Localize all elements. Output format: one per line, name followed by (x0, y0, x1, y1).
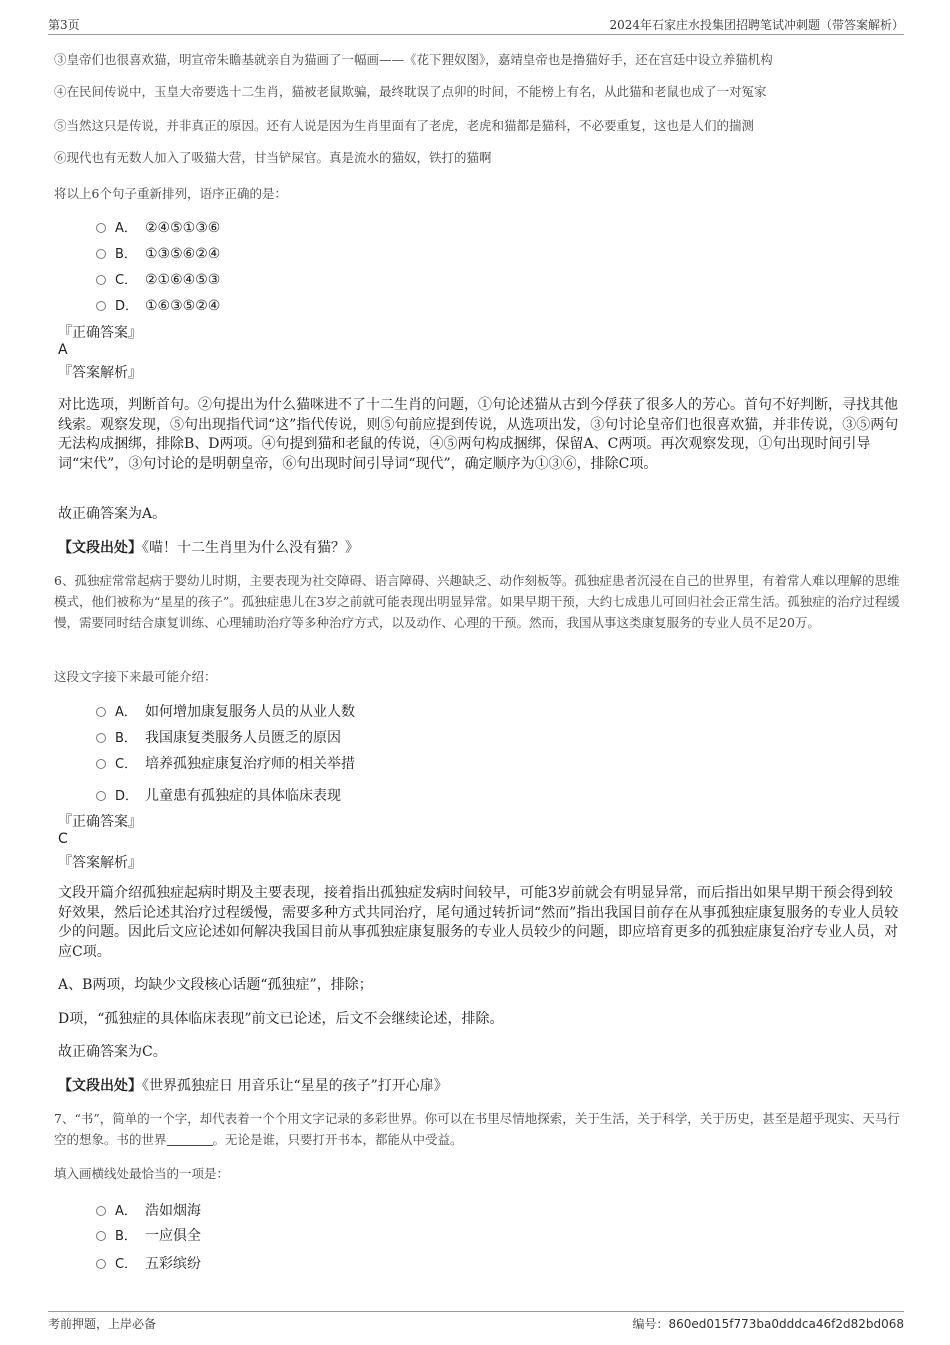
question-prompt: 将以上6个句子重新排列，语序正确的是： (54, 186, 287, 201)
radio-icon[interactable] (96, 1231, 106, 1241)
radio-icon[interactable] (96, 707, 106, 717)
sentence-3: ③皇帝们也很喜欢猫，明宣帝朱瞻基就亲自为猫画了一幅画——《花下狸奴图》，嘉靖皇帝也是撸猫好手，还在宫廷中设立养猫机构 (54, 52, 773, 67)
q7-question-prompt: 填入画横线处最恰当的一项是： (54, 1166, 230, 1181)
radio-icon[interactable] (96, 301, 106, 311)
radio-icon[interactable] (96, 733, 106, 743)
radio-icon[interactable] (96, 759, 106, 769)
radio-icon[interactable] (96, 249, 106, 259)
document-id: 编号：860ed015f773ba0dddca46f2d82bd068 (632, 1317, 904, 1331)
q7-stem: 7、“书”，简单的一个字，却代表着一个个用文字记录的多彩世界。你可以在书里尽情地探索，关于生活，关于科学，关于历史，甚至是超乎现实、天马行空的想象。书的世界 。无论是谁，只要打开书本，都能从中受益。 (54, 1111, 900, 1147)
q7-option-b[interactable]: B． 一应俱全 (96, 1225, 201, 1245)
q6-extra-d: D项，“孤独症的具体临床表现”前文已论述，后文不会继续论述，排除。 (58, 1011, 504, 1027)
q6-correct-answer: C (58, 831, 68, 847)
radio-icon[interactable] (96, 791, 106, 801)
q7-option-c[interactable]: C． 五彩缤纷 (96, 1253, 201, 1273)
fill-blank (167, 1133, 213, 1146)
sentence-5: ⑤当然这只是传说，并非真正的原因。还有人说是因为生肖里面有了老虎，老虎和猫都是猫科，不必要重复，这也是人们的揣测 (54, 118, 755, 133)
conclusion: 故正确答案为A。 (58, 506, 167, 522)
source: 【文段出处】《喵！十二生肖里为什么没有猫？》 (58, 540, 359, 556)
page-footer (48, 1311, 904, 1331)
analysis-label: 『答案解析』 (58, 365, 142, 381)
analysis-text: 对比选项，判断首句。②句提出为什么猫咪进不了十二生肖的问题，①句论述猫从古到今俘获了很多人的芳心。首句不好判断，寻找其他线索。观察发现，⑤句出现指代词“这”指代传说，则⑤句前应提到传说，从选项出发，③句讨论皇帝们也很喜欢猫，并非传说，③⑤两句无法构成捆绑，排除B、D两项。④句提到猫和老鼠的传说，④⑤两句构成捆绑，保留A、C两项。再次观察发现，①句出现时间引导词“宋代”，③句讨论的是明朝皇帝，⑥句出现时间引导词“现代”，确定顺序为①③⑥，排除C项。 (58, 397, 899, 472)
radio-icon[interactable] (96, 275, 106, 285)
q6-analysis-text: 文段开篇介绍孤独症起病时期及主要表现，接着指出孤独症发病时间较早，可能3岁前就会有明显异常，而后指出如果早期干预会得到较好效果，然后论述其治疗过程缓慢，需要多种方式共同治疗，尾句通过转折词“然而”指出我国目前存在从事孤独症康复服务的专业人员较少的问题。因此后文应论述如何解决我国目前从事孤独症康复服务的专业人员较少的问题，即应培育更多的孤独症康复治疗专业人员，对应C项。 (58, 885, 899, 960)
q6-answer-label: 『正确答案』 (58, 814, 142, 830)
q5-option-a[interactable]: A． ②④⑤①③⑥ (96, 217, 220, 236)
q6-question-prompt: 这段文字接下来最可能介绍： (54, 669, 217, 684)
q6-conclusion: 故正确答案为C。 (58, 1044, 167, 1060)
correct-answer: A (58, 342, 68, 358)
q6-option-c[interactable]: C． 培养孤独症康复治疗师的相关举措 (96, 753, 355, 773)
q5-option-b[interactable]: B． ①③⑤⑥②④ (96, 243, 220, 262)
radio-icon[interactable] (96, 1206, 106, 1216)
q7-option-a[interactable]: A． 浩如烟海 (96, 1200, 201, 1220)
q6-analysis-label: 『答案解析』 (58, 855, 142, 871)
radio-icon[interactable] (96, 223, 106, 233)
sentence-6: ⑥现代也有无数人加入了吸猫大营，甘当铲屎官。真是流水的猫奴，铁打的猫啊 (54, 150, 492, 165)
answer-label: 『正确答案』 (58, 325, 142, 341)
q6-extra-a-b: A、B两项，均缺少文段核心话题“孤独症”，排除； (58, 977, 373, 993)
q6-source: 【文段出处】《世界孤独症日 用音乐让“星星的孩子”打开心扉》 (58, 1078, 448, 1094)
q6-option-d[interactable]: D． 儿童患有孤独症的具体临床表现 (96, 785, 341, 805)
footer-slogan: 考前押题，上岸必备 (48, 1317, 157, 1331)
q6-stem: 6、孤独症常常起病于婴幼儿时期，主要表现为社交障碍、语言障碍、兴趣缺乏、动作刻板等。孤独症患者沉浸在自己的世界里，有着常人难以理解的思维模式，他们被称为“星星的孩子”。孤独症患儿在3岁之前就可能表现出明显异常。如果早期干预，大约七成患儿可回归社会正常生活。孤独症的治疗过程缓慢，需要同时结合康复训练、心理辅助治疗等多种治疗方式，以及动作、心理的干预。然而，我国从事这类康复服务的专业人员不足20万。 (54, 573, 900, 630)
q6-option-b[interactable]: B． 我国康复类服务人员匮乏的原因 (96, 727, 341, 747)
radio-icon[interactable] (96, 1259, 106, 1269)
document-title: 2024年石家庄水投集团招聘笔试冲刺题（带答案解析） (609, 18, 904, 32)
sentence-4: ④在民间传说中，玉皇大帝要选十二生肖，猫被老鼠欺骗，最终耽误了点卯的时间，不能榜上有名，从此猫和老鼠也成了一对冤家 (54, 84, 767, 99)
q5-option-c[interactable]: C． ②①⑥④⑤③ (96, 269, 220, 288)
q5-option-d[interactable]: D． ①⑥③⑤②④ (96, 295, 220, 314)
page-header (48, 14, 904, 35)
page-number: 第3页 (48, 18, 80, 32)
q6-option-a[interactable]: A． 如何增加康复服务人员的从业人数 (96, 701, 355, 721)
